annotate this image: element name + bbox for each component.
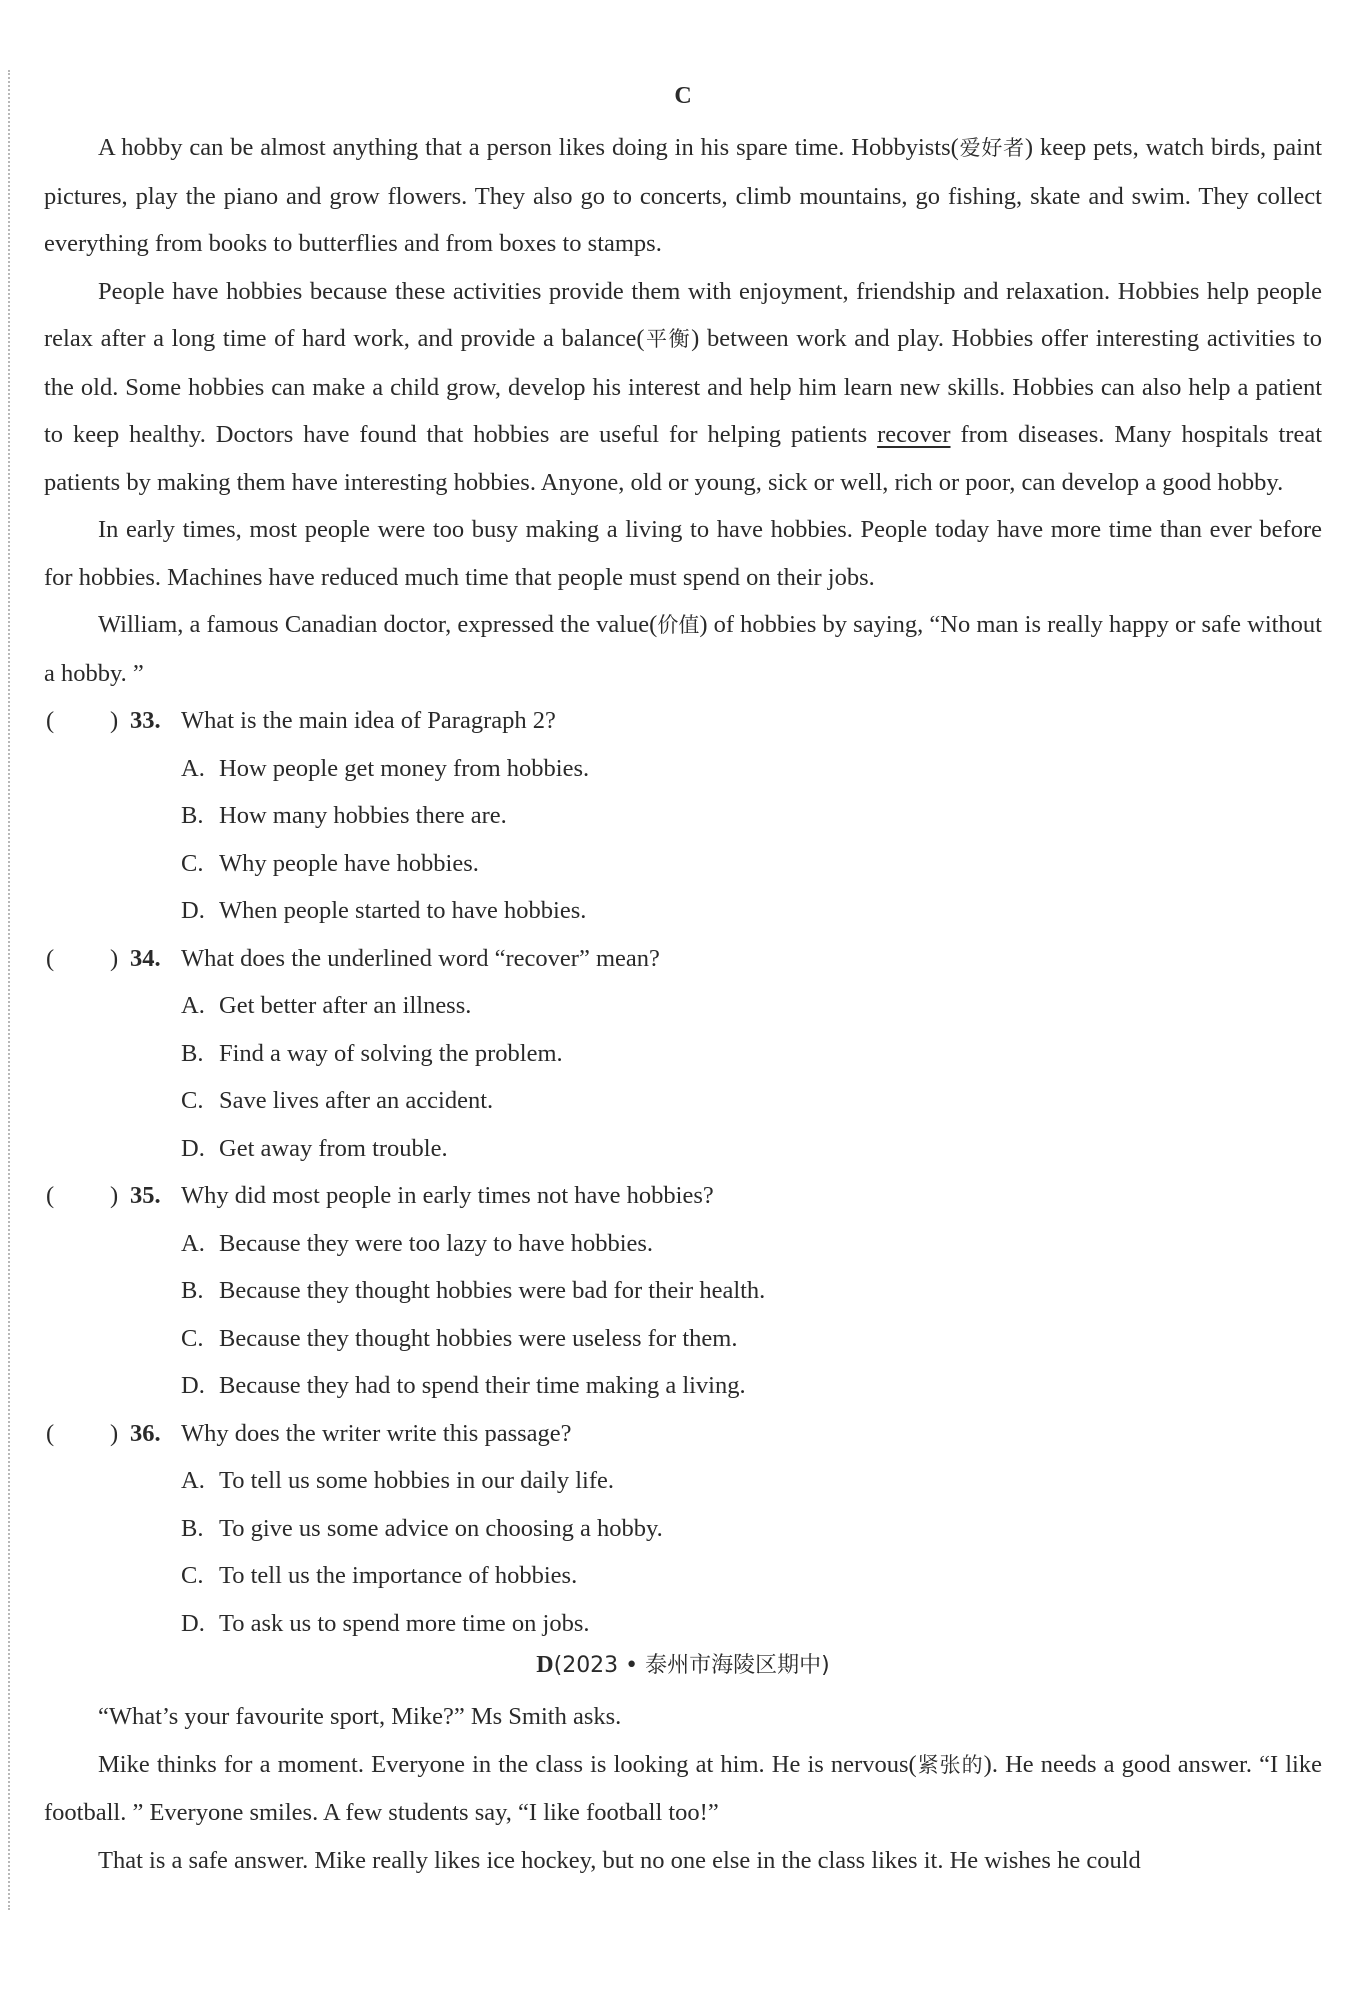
option-a (44, 745, 1322, 793)
option-text: Because they thought hobbies were bad for their health. (219, 1277, 766, 1304)
option-b (44, 1030, 1322, 1078)
section-d-title (44, 1647, 1322, 1683)
option-c (44, 1552, 1322, 1600)
option-a (44, 1457, 1322, 1505)
question-36 (44, 1410, 1322, 1458)
option-d (44, 887, 1322, 935)
option-text: Why people have hobbies. (219, 849, 479, 877)
question-number: 33. (130, 707, 161, 734)
option-d (44, 1362, 1322, 1410)
section-d-source: (2023 • 泰州市海陵区期中) (553, 1653, 830, 1678)
option-letter: D. (181, 897, 205, 924)
paragraph-text: ) of hobbies by saying, “No man is really happy or safe without a hobby. ” (44, 611, 1322, 687)
answer-blank-open: ( (46, 707, 55, 734)
chinese-gloss: 爱好者 (958, 136, 1025, 160)
binding-margin-line (8, 70, 10, 1910)
passage-c-paragraph-1 (44, 124, 1322, 268)
option-letter: A. (181, 1467, 205, 1494)
answer-blank-open: ( (46, 1419, 55, 1447)
question-number: 36. (130, 1419, 161, 1447)
paragraph-text: ) keep pets, watch birds, paint pictures, play the piano and grow flowers. They also go to concerts, climb mountains, go fishing, skate and swim. They collect everything from books to butterflies and from boxes to stamps. (44, 134, 1323, 257)
question-35 (44, 1172, 1322, 1220)
question-number: 35. (130, 1182, 161, 1209)
option-letter: D. (181, 1134, 205, 1162)
paragraph-text: “What’s your favourite sport, Mike?” Ms Smith asks. (98, 1703, 622, 1730)
option-text: To tell us some hobbies in our daily life. (219, 1467, 614, 1494)
answer-blank-close: ) (110, 1419, 119, 1447)
option-letter: B. (181, 1514, 204, 1542)
passage-d-paragraph-2 (44, 1741, 1322, 1837)
answer-blank-open: ( (46, 944, 55, 972)
paragraph-text: People have hobbies because these activities provide them with enjoyment, friendship and relaxation. Hobbies help people relax after a long time of hard work, and provide a balance( (44, 277, 1322, 352)
section-c-title: C (674, 83, 692, 109)
paragraph-text: from diseases. Many hospitals treat patients by making them have interesting hobbies. Anyone, old or young, sick or well, rich or poor, can develop a good hobby. (44, 421, 1323, 496)
answer-blank-close: ) (110, 707, 119, 734)
option-letter: B. (181, 802, 204, 829)
option-a (44, 982, 1322, 1030)
section-d-letter: D (536, 1652, 554, 1678)
option-letter: A. (181, 1229, 205, 1257)
paragraph-text: In early times, most people were too busy making a living to have hobbies. People today have more time than ever before for hobbies. Machines have reduced much time that people must spend on their jobs. (44, 516, 1322, 591)
paragraph-text: That is a safe answer. Mike really likes ice hockey, but no one else in the class likes it. He wishes he could (98, 1846, 1141, 1874)
option-c (44, 840, 1322, 888)
option-a (44, 1220, 1322, 1268)
paragraph-text: ). He needs a good answer. “I like football. ” Everyone smiles. A few students say, “I like football too!” (44, 1750, 1322, 1826)
passage-c-paragraph-2 (44, 268, 1322, 507)
option-letter: D. (181, 1372, 205, 1399)
passage-c-paragraph-4 (44, 601, 1322, 697)
option-text: Get better after an illness. (219, 992, 472, 1019)
option-c (44, 1077, 1322, 1125)
chinese-gloss: 平衡 (644, 327, 692, 351)
option-text: Because they were too lazy to have hobbies. (219, 1229, 654, 1257)
chinese-gloss: 价值 (657, 613, 700, 637)
option-d (44, 1600, 1322, 1648)
paragraph-text: ) between work and play. Hobbies offer interesting activities to the old. Some hobbies can make a child grow, develop his interest and help him learn new skills. Hobbies can also help a patient to keep healthy. Doctors have found that hobbies are useful for helping patients (44, 325, 1322, 448)
option-letter: B. (181, 1277, 204, 1304)
question-number: 34. (130, 944, 161, 972)
paragraph-text: A hobby can be almost anything that a person likes doing in his spare time. Hobbyists( (98, 134, 959, 161)
option-text: To ask us to spend more time on jobs. (219, 1609, 590, 1637)
passage-c-paragraph-3 (44, 506, 1322, 601)
question-text: What does the underlined word “recover” mean? (181, 944, 660, 972)
question-text: Why does the writer write this passage? (181, 1419, 572, 1447)
paragraph-text: Mike thinks for a moment. Everyone in the class is looking at him. He is nervous( (98, 1750, 917, 1778)
paragraph-text: William, a famous Canadian doctor, expressed the value( (98, 611, 658, 638)
option-letter: A. (181, 992, 205, 1019)
option-b (44, 792, 1322, 840)
option-c (44, 1315, 1322, 1363)
option-letter: D. (181, 1609, 205, 1637)
option-text: Because they thought hobbies were useless for them. (219, 1324, 738, 1352)
option-d (44, 1125, 1322, 1173)
option-text: Find a way of solving the problem. (219, 1039, 563, 1067)
option-letter: C. (181, 849, 204, 877)
option-letter: B. (181, 1039, 204, 1067)
passage-d-paragraph-3 (44, 1837, 1322, 1885)
chinese-gloss: 紧张的 (916, 1752, 984, 1777)
question-text: What is the main idea of Paragraph 2? (181, 707, 556, 734)
option-text: When people started to have hobbies. (219, 897, 587, 924)
option-letter: A. (181, 754, 205, 782)
option-letter: C. (181, 1562, 204, 1589)
answer-blank-open: ( (46, 1182, 55, 1209)
option-letter: C. (181, 1087, 204, 1114)
option-b (44, 1505, 1322, 1553)
option-letter: C. (181, 1324, 204, 1352)
option-text: To give us some advice on choosing a hobby. (219, 1514, 663, 1542)
question-33 (44, 697, 1322, 745)
option-text: Get away from trouble. (219, 1134, 448, 1162)
option-b (44, 1267, 1322, 1315)
question-text: Why did most people in early times not have hobbies? (181, 1182, 714, 1209)
passage-d-paragraph-1 (44, 1693, 1322, 1741)
page-content (44, 78, 1322, 1884)
option-text: How people get money from hobbies. (219, 754, 590, 782)
option-text: Because they had to spend their time making a living. (219, 1372, 746, 1399)
question-34 (44, 935, 1322, 983)
answer-blank-close: ) (110, 1182, 119, 1209)
answer-blank-close: ) (110, 944, 119, 972)
option-text: How many hobbies there are. (219, 802, 507, 829)
underlined-word: recover (877, 421, 951, 448)
option-text: To tell us the importance of hobbies. (219, 1562, 578, 1589)
option-text: Save lives after an accident. (219, 1087, 494, 1114)
